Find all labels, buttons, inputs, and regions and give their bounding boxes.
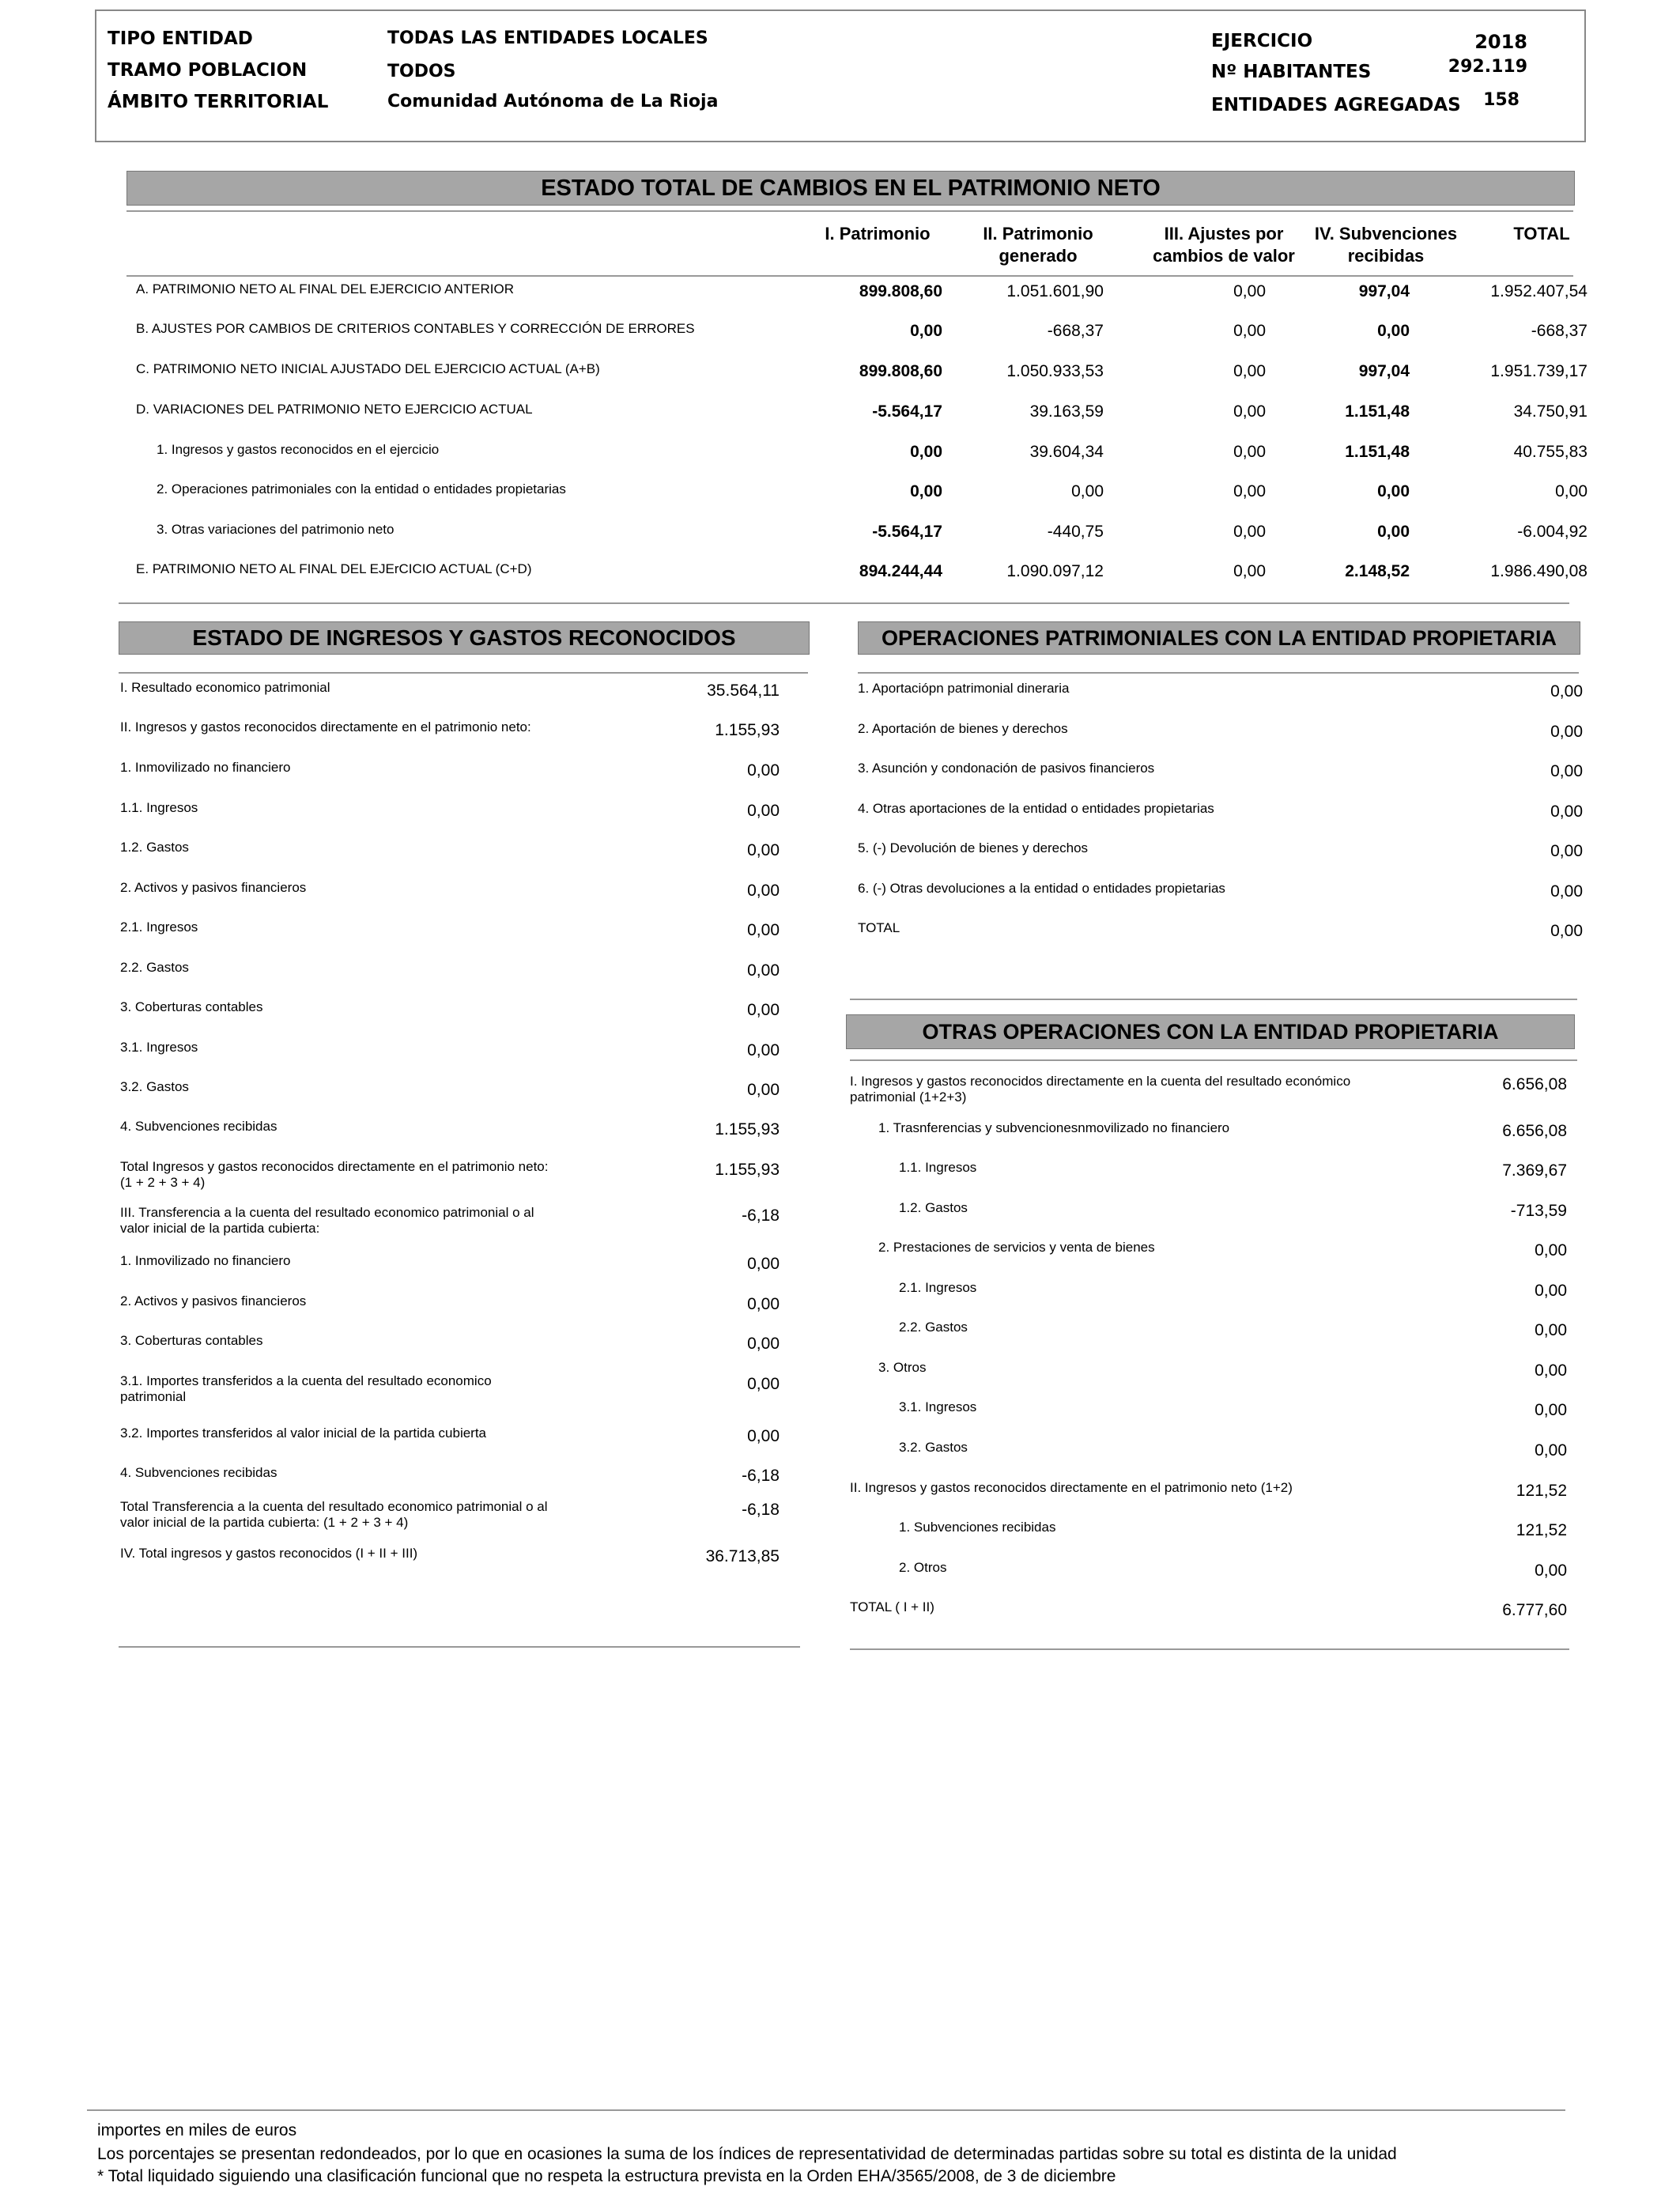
agregadas-label: ENTIDADES AGREGADAS [1211, 95, 1461, 115]
tipo-entidad-value: TODAS LAS ENTIDADES LOCALES [387, 28, 708, 48]
otras-row-label: 3. Otros [878, 1360, 927, 1375]
otras-row-label: 3.1. Ingresos [899, 1399, 977, 1414]
otras-row-label: 2.1. Ingresos [899, 1280, 977, 1295]
tipo-entidad-label: TIPO ENTIDAD [108, 28, 253, 49]
otras-row-value: 0,00 [1535, 1321, 1567, 1339]
cambios-cell: 0,00 [910, 322, 942, 340]
ingresos-row-value: 0,00 [747, 1041, 780, 1059]
otras-row-value: 121,52 [1516, 1482, 1567, 1500]
cambios-cell: 0,00 [1233, 482, 1266, 500]
cambios-column-header: TOTAL [1513, 224, 1570, 244]
operaciones-row-value: 0,00 [1550, 723, 1583, 741]
cambios-cell: -5.564,17 [872, 402, 942, 421]
cambios-cell: -6.004,92 [1517, 523, 1588, 541]
cambios-cell: -440,75 [1047, 523, 1104, 541]
ingresos-row-label: 3.1. Ingresos [120, 1040, 198, 1055]
cambios-row-label: 1. Ingresos y gastos reconocidos en el ejercicio [157, 442, 440, 457]
cambios-cell: 1.986.490,08 [1490, 562, 1588, 580]
ingresos-row-value: 0,00 [747, 1001, 780, 1019]
tramo-value: TODOS [387, 62, 456, 81]
ingresos-row-value: 0,00 [747, 882, 780, 900]
cambios-cell: 1.090.097,12 [1006, 562, 1104, 580]
cambios-cell: 899.808,60 [859, 362, 942, 380]
otras-row-value: 0,00 [1535, 1361, 1567, 1380]
cambios-cell: 39.604,34 [1029, 443, 1104, 461]
ingresos-row-label: 3. Coberturas contables [120, 1333, 263, 1348]
ingresos-row-label: 4. Subvenciones recibidas [120, 1465, 277, 1480]
ingresos-row-label: Total Transferencia a la cuenta del resultado economico patrimonial o al valor inicial de la partida cubierta: (1 + 2 + 3 + 4) [120, 1499, 548, 1530]
ingresos-row-label: 1. Inmovilizado no financiero [120, 760, 291, 775]
cambios-title: ESTADO TOTAL DE CAMBIOS EN EL PATRIMONIO NETO [126, 171, 1575, 206]
otras-row-value: 0,00 [1535, 1401, 1567, 1419]
ingresos-title: ESTADO DE INGRESOS Y GASTOS RECONOCIDOS [119, 621, 810, 655]
operaciones-title: OPERACIONES PATRIMONIALES CON LA ENTIDAD PROPIETARIA [858, 621, 1580, 655]
cambios-cell: 39.163,59 [1029, 402, 1104, 421]
cambios-cell: 997,04 [1358, 362, 1410, 380]
ingresos-row-label: 1.2. Gastos [120, 840, 189, 855]
cambios-row-label: C. PATRIMONIO NETO INICIAL AJUSTADO DEL EJERCICIO ACTUAL (A+B) [136, 361, 600, 376]
operaciones-row-value: 0,00 [1550, 762, 1583, 780]
ambito-value: Comunidad Autónoma de La Rioja [387, 92, 719, 111]
cambios-cell: 0,00 [1233, 562, 1266, 580]
cambios-row-label: B. AJUSTES POR CAMBIOS DE CRITERIOS CONTABLES Y CORRECCIÓN DE ERRORES [136, 321, 695, 336]
ingresos-row-label: 3.2. Gastos [120, 1079, 189, 1094]
otras-row-label: 1.2. Gastos [899, 1200, 968, 1215]
ingresos-row-label: 2.1. Ingresos [120, 920, 198, 935]
otras-row-value: 6.777,60 [1502, 1601, 1567, 1619]
ingresos-row-value: -6,18 [742, 1467, 780, 1485]
otras-row-label: 3.2. Gastos [899, 1440, 968, 1455]
cambios-cell: -668,37 [1531, 322, 1588, 340]
ingresos-row-label: IV. Total ingresos y gastos reconocidos (I + II + III) [120, 1546, 418, 1561]
ambito-label: ÁMBITO TERRITORIAL [108, 92, 329, 112]
cambios-cell: 0,00 [1233, 523, 1266, 541]
otras-row-value: 7.369,67 [1502, 1161, 1567, 1180]
ingresos-row-value: 0,00 [747, 1427, 780, 1445]
otras-row-label: 1. Subvenciones recibidas [899, 1520, 1056, 1535]
otras-row-label: 2. Prestaciones de servicios y venta de bienes [878, 1240, 1155, 1255]
ingresos-row-value: 1.155,93 [715, 1120, 780, 1139]
cambios-cell: 1.051.601,90 [1006, 282, 1104, 300]
cambios-cell: 0,00 [1233, 443, 1266, 461]
cambios-cell: 1.952.407,54 [1490, 282, 1588, 300]
ingresos-row-label: 1. Inmovilizado no financiero [120, 1253, 291, 1268]
ingresos-row-value: 0,00 [747, 841, 780, 859]
ingresos-row-label: 2. Activos y pasivos financieros [120, 1293, 307, 1308]
operaciones-row-label: 2. Aportación de bienes y derechos [858, 721, 1068, 736]
ingresos-row-value: 0,00 [747, 921, 780, 939]
ingresos-row-value: 0,00 [747, 1295, 780, 1313]
operaciones-row-value: 0,00 [1550, 922, 1583, 940]
cambios-cell: 40.755,83 [1513, 443, 1588, 461]
cambios-column-header: IV. Subvenciones recibidas [1314, 224, 1458, 266]
cambios-cell: -668,37 [1047, 322, 1104, 340]
ingresos-row-label: 3.1. Importes transferidos a la cuenta del resultado economico patrimonial [120, 1373, 492, 1404]
divider [126, 275, 1573, 277]
cambios-column-header: III. Ajustes por cambios de valor [1153, 224, 1295, 266]
ingresos-row-value: 0,00 [747, 1335, 780, 1353]
cambios-cell: 0,00 [1233, 282, 1266, 300]
ingresos-row-value: 0,00 [747, 1081, 780, 1099]
otras-title: OTRAS OPERACIONES CON LA ENTIDAD PROPIETARIA [846, 1014, 1575, 1049]
ingresos-row-label: I. Resultado economico patrimonial [120, 680, 330, 695]
divider [850, 1059, 1577, 1061]
ingresos-row-label: 1.1. Ingresos [120, 800, 198, 815]
ingresos-row-value: 1.155,93 [715, 1161, 780, 1179]
cambios-cell: 2.148,52 [1345, 562, 1410, 580]
operaciones-row-value: 0,00 [1550, 682, 1583, 700]
tramo-label: TRAMO POBLACION [108, 60, 308, 81]
ingresos-row-value: -6,18 [742, 1501, 780, 1519]
ingresos-row-label: 3. Coberturas contables [120, 999, 263, 1014]
otras-row-value: 6.656,08 [1502, 1075, 1567, 1093]
divider [850, 999, 1577, 1000]
cambios-column-header: II. Patrimonio generado [983, 224, 1093, 266]
divider [119, 672, 808, 674]
cambios-cell: 1.151,48 [1345, 402, 1410, 421]
cambios-cell: 0,00 [1233, 322, 1266, 340]
cambios-cell: 0,00 [1071, 482, 1104, 500]
footer-divider [87, 2109, 1565, 2111]
agregadas-value: 158 [1483, 90, 1520, 110]
cambios-row-label: 2. Operaciones patrimoniales con la entidad o entidades propietarias [157, 481, 566, 497]
cambios-cell: 997,04 [1358, 282, 1410, 300]
operaciones-row-label: 1. Aportaciópn patrimonial dineraria [858, 681, 1070, 696]
cambios-cell: 0,00 [910, 443, 942, 461]
habitantes-value: 292.119 [1448, 57, 1527, 77]
ingresos-row-label: Total Ingresos y gastos reconocidos directamente en el patrimonio neto: (1 + 2 + 3 + 4) [120, 1159, 549, 1190]
ingresos-row-label: III. Transferencia a la cuenta del resultado economico patrimonial o al valor inicial de la partida cubierta: [120, 1205, 534, 1236]
operaciones-row-label: TOTAL [858, 920, 900, 935]
ejercicio-label: EJERCICIO [1211, 31, 1313, 51]
ingresos-row-label: 3.2. Importes transferidos al valor inicial de la partida cubierta [120, 1426, 487, 1441]
cambios-row-label: D. VARIACIONES DEL PATRIMONIO NETO EJERCICIO ACTUAL [136, 402, 533, 417]
otras-row-value: 121,52 [1516, 1521, 1567, 1539]
cambios-cell: 0,00 [1377, 482, 1410, 500]
cambios-cell: 0,00 [910, 482, 942, 500]
otras-row-value: 0,00 [1535, 1441, 1567, 1460]
header-box [95, 9, 1586, 142]
operaciones-row-value: 0,00 [1550, 882, 1583, 901]
footer-note-functional: * Total liquidado siguiendo una clasificación funcional que no respeta la estructura prevista en la Orden EHA/3565/2008, de 3 de diciembre [97, 2167, 1116, 2185]
otras-row-label: 2.2. Gastos [899, 1320, 968, 1335]
footer-units: importes en miles de euros [97, 2121, 297, 2139]
ingresos-row-value: 0,00 [747, 802, 780, 820]
divider [850, 1648, 1569, 1650]
ejercicio-value: 2018 [1474, 31, 1527, 53]
otras-row-value: 0,00 [1535, 1241, 1567, 1259]
cambios-cell: 0,00 [1233, 362, 1266, 380]
otras-row-label: I. Ingresos y gastos reconocidos directamente en la cuenta del resultado económico patrimonial (1+2+3) [850, 1074, 1351, 1105]
otras-row-value: 6.656,08 [1502, 1122, 1567, 1140]
cambios-cell: 0,00 [1233, 402, 1266, 421]
ingresos-row-value: 0,00 [747, 1255, 780, 1273]
otras-row-value: -713,59 [1510, 1202, 1567, 1220]
ingresos-row-value: 36.713,85 [705, 1547, 780, 1565]
otras-row-label: TOTAL ( I + II) [850, 1599, 934, 1614]
cambios-cell: -5.564,17 [872, 523, 942, 541]
ingresos-row-value: 0,00 [747, 761, 780, 780]
cambios-cell: 34.750,91 [1513, 402, 1588, 421]
cambios-row-label: A. PATRIMONIO NETO AL FINAL DEL EJERCICIO ANTERIOR [136, 281, 514, 296]
operaciones-row-label: 4. Otras aportaciones de la entidad o entidades propietarias [858, 801, 1214, 816]
ingresos-row-label: 2.2. Gastos [120, 960, 189, 975]
ingresos-row-value: -6,18 [742, 1207, 780, 1225]
habitantes-label: Nº HABITANTES [1211, 62, 1372, 82]
otras-row-label: II. Ingresos y gastos reconocidos directamente en el patrimonio neto (1+2) [850, 1480, 1293, 1495]
ingresos-row-value: 1.155,93 [715, 721, 780, 739]
operaciones-row-value: 0,00 [1550, 842, 1583, 860]
divider [119, 1646, 800, 1648]
cambios-cell: 0,00 [1555, 482, 1588, 500]
operaciones-row-label: 6. (-) Otras devoluciones a la entidad o entidades propietarias [858, 881, 1225, 896]
otras-row-label: 1. Trasnferencias y subvencionesnmovilizado no financiero [878, 1120, 1230, 1135]
divider [126, 210, 1573, 212]
ingresos-row-label: II. Ingresos y gastos reconocidos directamente en el patrimonio neto: [120, 719, 531, 734]
cambios-row-label: 3. Otras variaciones del patrimonio neto [157, 522, 395, 537]
operaciones-row-label: 3. Asunción y condonación de pasivos financieros [858, 761, 1155, 776]
cambios-cell: 0,00 [1377, 523, 1410, 541]
cambios-column-header: I. Patrimonio [825, 224, 931, 244]
ingresos-row-label: 2. Activos y pasivos financieros [120, 880, 307, 895]
cambios-cell: 1.151,48 [1345, 443, 1410, 461]
otras-row-value: 0,00 [1535, 1561, 1567, 1580]
ingresos-row-label: 4. Subvenciones recibidas [120, 1119, 277, 1134]
divider [858, 672, 1579, 674]
operaciones-row-value: 0,00 [1550, 802, 1583, 821]
cambios-cell: 899.808,60 [859, 282, 942, 300]
divider [119, 602, 1569, 604]
ingresos-row-value: 35.564,11 [707, 682, 780, 700]
ingresos-row-value: 0,00 [747, 1375, 780, 1393]
cambios-cell: 1.050.933,53 [1006, 362, 1104, 380]
otras-row-label: 2. Otros [899, 1560, 947, 1575]
cambios-cell: 894.244,44 [859, 562, 942, 580]
cambios-row-label: E. PATRIMONIO NETO AL FINAL DEL EJErCICIO ACTUAL (C+D) [136, 561, 532, 576]
cambios-cell: 1.951.739,17 [1490, 362, 1588, 380]
operaciones-row-label: 5. (-) Devolución de bienes y derechos [858, 840, 1089, 855]
footer-note-rounding: Los porcentajes se presentan redondeados, por lo que en ocasiones la suma de los índices de representatividad de determinadas partidas sobre su total es distinta de la unidad [97, 2145, 1397, 2163]
otras-row-label: 1.1. Ingresos [899, 1160, 977, 1175]
otras-row-value: 0,00 [1535, 1282, 1567, 1300]
cambios-cell: 0,00 [1377, 322, 1410, 340]
ingresos-row-value: 0,00 [747, 961, 780, 980]
